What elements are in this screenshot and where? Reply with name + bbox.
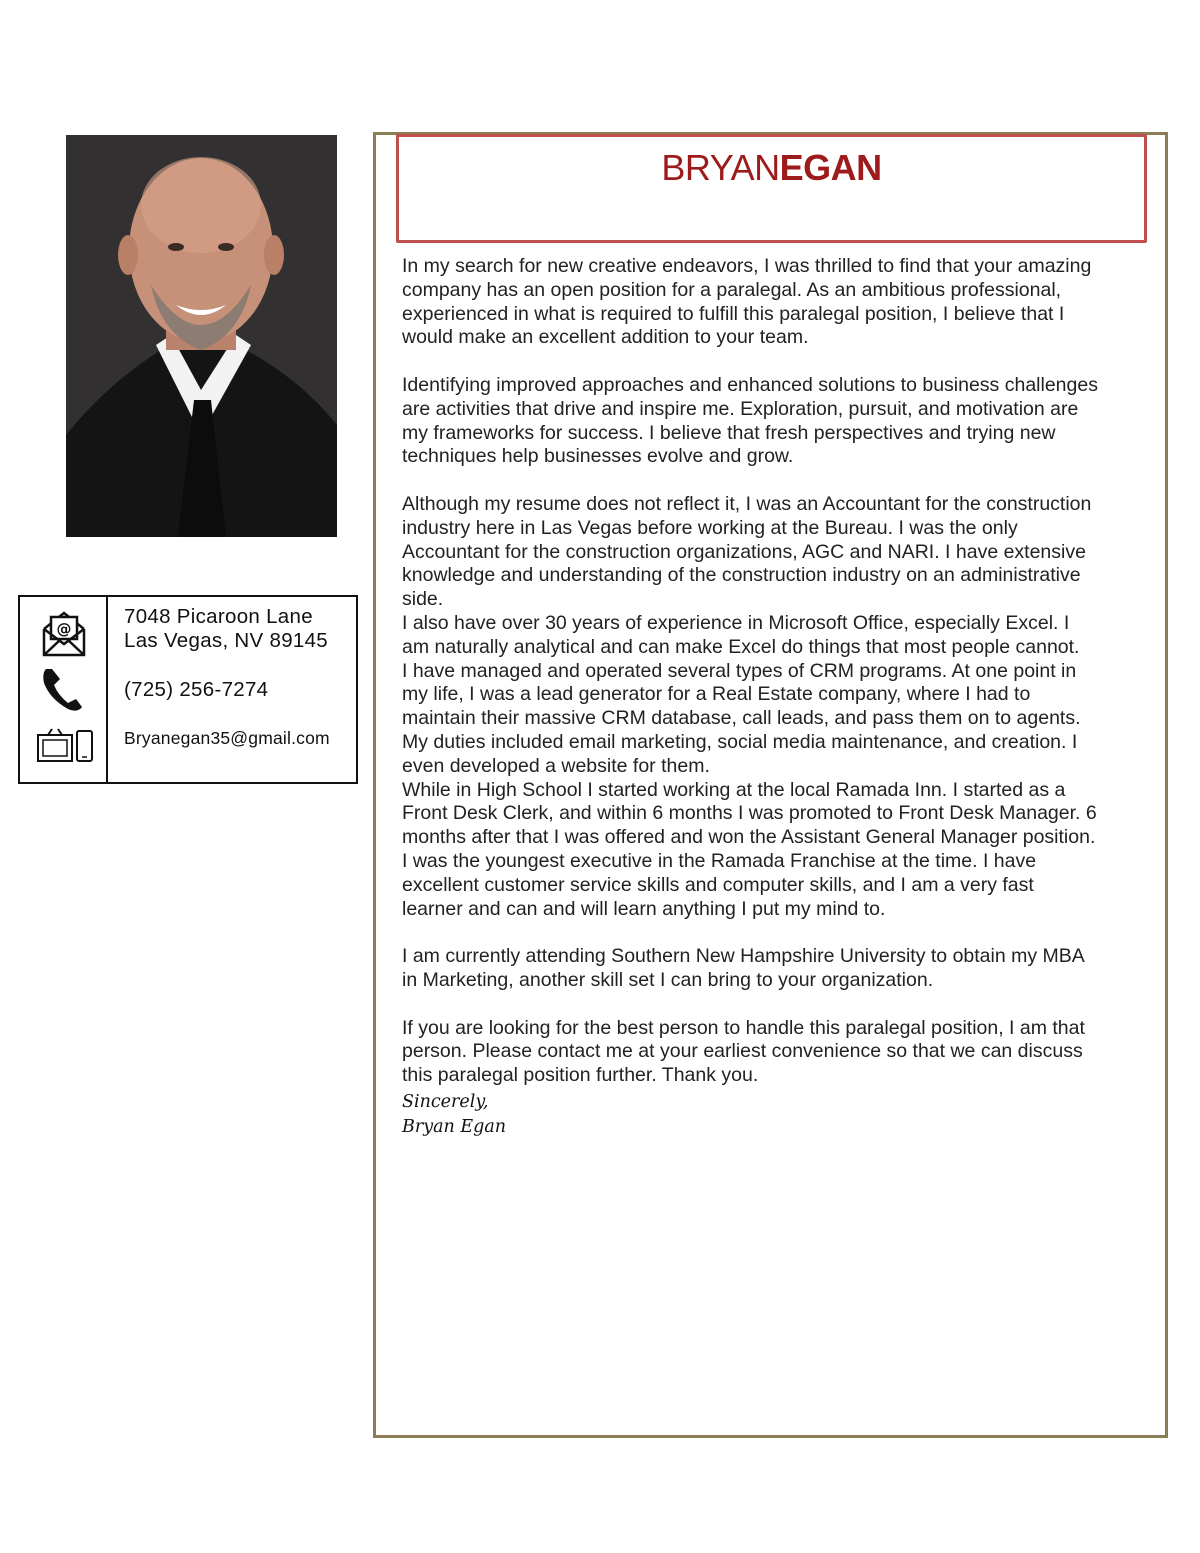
devices-icon bbox=[36, 725, 96, 770]
last-name: EGAN bbox=[779, 147, 882, 188]
paragraph-education: I am currently attending Southern New Hampshire University to obtain my MBA in Marketing, another skill set I can bring to your organization. bbox=[402, 945, 1085, 991]
first-name: BRYAN bbox=[661, 147, 780, 188]
address-line-2: Las Vegas, NV 89145 bbox=[124, 629, 329, 652]
profile-photo bbox=[66, 135, 337, 537]
contact-box bbox=[18, 595, 358, 784]
name-header-box bbox=[396, 134, 1147, 243]
closing-salutation: Sincerely, bbox=[402, 1091, 489, 1112]
address-line-1: 7048 Picaroon Lane bbox=[124, 605, 313, 628]
paragraph-experience: Although my resume does not reflect it, I was an Accountant for the construction industry here in Las Vegas before working at the Bureau. I was the only Accountant for the construction organizations, AGC and NARI. I have extensive knowledge and understanding of the construction industry on an administrative side. I also have over 30 years of experience in Microsoft Office, especially Excel. I am naturally analytical and can make Excel do things that most people cannot. I have managed and operated several types of CRM programs. At one point in my life, I was a lead generator for a Real Estate company, where I had to maintain their massive CRM database, call leads, and pass them on to agents. My duties included email marketing, social media maintenance, and creation. I even developed a website for them. While in High School I started working at the local Ramada Inn. I started as a Front Desk Clerk, and within 6 months I was promoted to Front Desk Manager. 6 months after that I was offered and won the Assistant General Manager position. I was the youngest executive in the Ramada Franchise at the time. I have excellent customer service skills and computer skills, and I am a very fast learner and can and will learn anything I put my mind to. bbox=[402, 492, 1097, 920]
paragraph-closing: If you are looking for the best person to handle this paralegal position, I am that person. Please contact me at your earliest convenience so that we can discuss this paralegal position further. Thank you. bbox=[402, 1016, 1085, 1087]
letter-body bbox=[402, 255, 1147, 1140]
contact-details bbox=[124, 605, 349, 750]
email-envelope-icon bbox=[38, 607, 90, 664]
contact-icons-column bbox=[20, 597, 108, 782]
phone-number: (725) 256-7274 bbox=[124, 678, 269, 701]
email-address: Bryanegan35@gmail.com bbox=[124, 728, 330, 748]
paragraph-intro: In my search for new creative endeavors, I was thrilled to find that your amazing company has an open position for a paralegal. As an ambitious professional, experienced in what is required to fulfill this paralegal position, I believe that I would make an excellent addition to your team. bbox=[402, 255, 1092, 349]
phone-icon bbox=[40, 665, 86, 720]
paragraph-approach: Identifying improved approaches and enhanced solutions to business challenges are activities that drive and inspire me. Exploration, pursuit, and motivation are my frameworks for success. I believe that fresh perspectives and trying new techniques help businesses evolve and grow. bbox=[402, 373, 1098, 468]
svg-text:@: @ bbox=[56, 620, 72, 638]
signature-name: Bryan Egan bbox=[402, 1116, 507, 1137]
applicant-name bbox=[399, 147, 1144, 189]
